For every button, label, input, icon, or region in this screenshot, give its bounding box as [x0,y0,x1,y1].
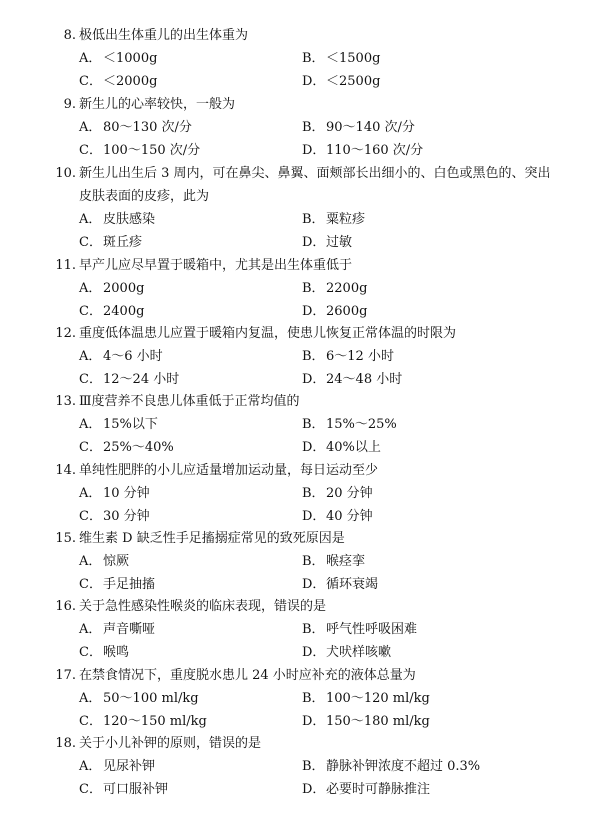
option-letter: A． [79,120,102,135]
option-d [302,70,380,93]
option-c [79,436,174,459]
option-text: 犬吠样咳嗽 [326,645,392,660]
option-d [302,368,402,391]
option-text: 20 分钟 [326,486,373,501]
option-letter: D． [302,372,326,387]
option-a [79,47,157,70]
option-c [79,368,179,391]
option-text: 喉痉挛 [326,554,366,569]
option-letter: A． [79,212,102,227]
option-letter: A． [79,281,102,296]
option-letter: B． [302,349,325,364]
option-text: 100～120 ml/kg [326,691,430,706]
option-text: 4～6 小时 [103,349,163,364]
option-c [79,231,142,254]
option-letter: C． [79,74,102,89]
option-text: 斑丘疹 [103,235,143,250]
question-stem [46,527,586,550]
option-text: 80～130 次/分 [103,120,192,135]
option-letter: B． [302,759,325,774]
question-number: 8. [63,28,76,43]
option-text: 15%以下 [103,417,158,432]
option-text: 可口服补钾 [103,782,169,797]
option-letter: B． [302,691,325,706]
option-c [79,139,200,162]
question-number: 12. [55,326,76,341]
question-stem [46,459,586,482]
option-text: ＜1000g [103,51,158,66]
option-text: ＜1500g [326,51,381,66]
option-letter: B． [302,51,325,66]
option-letter: C． [79,235,102,250]
option-letter: C． [79,509,102,524]
question-number: 17. [55,668,76,683]
option-text: 2400g [103,304,145,319]
option-text: 150～180 ml/kg [326,714,430,729]
option-text: 手足抽搐 [103,577,156,592]
option-text: 24～48 小时 [326,372,403,387]
option-text: 2000g [103,281,145,296]
option-text: ＜2000g [103,74,158,89]
option-letter: D． [302,645,326,660]
option-a [79,413,158,436]
option-d [302,641,391,664]
question-number: 14. [55,463,76,478]
option-b [302,618,417,641]
option-letter: C． [79,304,102,319]
option-text: 过敏 [326,235,353,250]
option-a [79,277,144,300]
option-b [302,413,397,436]
option-c [79,505,150,528]
option-letter: B． [302,120,325,135]
option-text: 40%以上 [326,440,381,455]
option-text: 2200g [326,281,368,296]
option-c [79,70,157,93]
option-letter: C． [79,372,102,387]
question-text: 单纯性肥胖的小儿应适量增加运动量，每日运动至少 [79,463,379,478]
option-text: 30 分钟 [103,509,150,524]
option-text: 10 分钟 [103,486,150,501]
option-text: 循环衰竭 [326,577,379,592]
option-b [302,208,365,231]
option-letter: B． [302,212,325,227]
option-text: 粟粒疹 [326,212,366,227]
option-text: 喉鸣 [103,645,130,660]
option-text: 呼气性呼吸困难 [326,622,418,637]
option-b [302,755,480,778]
option-letter: C． [79,440,102,455]
option-letter: B． [302,622,325,637]
option-c [79,641,129,664]
option-a [79,345,163,368]
option-text: 声音嘶哑 [103,622,156,637]
option-letter: C． [79,143,102,158]
question-text: Ⅲ度营养不良患儿体重低于正常均值的 [79,394,300,409]
option-text: 25%～40% [103,440,174,455]
option-text: 必要时可静脉推注 [326,782,431,797]
option-b [302,47,380,70]
option-letter: C． [79,714,102,729]
option-letter: D． [302,74,326,89]
option-letter: C． [79,645,102,660]
option-text: 见尿补钾 [103,759,156,774]
option-c [79,573,155,596]
option-d [302,300,367,323]
question-stem [46,24,586,47]
option-letter: D． [302,714,326,729]
option-text: ＜2500g [326,74,381,89]
option-letter: D． [302,577,326,592]
option-letter: A． [79,622,102,637]
option-a [79,687,199,710]
option-d [302,231,352,254]
option-letter: D． [302,440,326,455]
option-letter: A． [79,51,102,66]
question-stem [46,664,586,687]
question-text: 关于急性感染性喉炎的临床表现，错误的是 [79,599,327,614]
question-number: 18. [55,736,76,751]
question-number: 11. [55,258,76,273]
option-letter: A． [79,759,102,774]
question-number: 13. [55,394,76,409]
question-text: 关于小儿补钾的原则，错误的是 [79,736,262,751]
option-text: 2600g [326,304,368,319]
option-text: 100～150 次/分 [103,143,201,158]
question-stem [46,390,586,413]
option-b [302,482,373,505]
question-stem [46,162,586,185]
question-number: 10. [55,166,76,181]
question-text: 新生儿出生后 3 周内，可在鼻尖、鼻翼、面颊部长出细小的、白色或黑色的、突出 [79,166,551,181]
option-b [302,345,394,368]
question-number: 9. [63,97,76,112]
option-text: 110～160 次/分 [326,143,424,158]
option-a [79,208,155,231]
option-text: 90～140 次/分 [326,120,415,135]
question-text: 极低出生体重儿的出生体重为 [79,28,249,43]
option-letter: C． [79,782,102,797]
question-text-continued: 皮肤表面的皮疹，此为 [79,189,210,204]
option-d [302,710,430,733]
option-text: 静脉补钾浓度不超过 0.3% [326,759,481,774]
option-text: 惊厥 [103,554,130,569]
option-letter: B． [302,554,325,569]
option-a [79,550,129,573]
option-d [302,778,430,801]
option-b [302,116,415,139]
option-letter: B． [302,417,325,432]
option-b [302,687,430,710]
option-a [79,116,192,139]
question-stem [46,93,586,116]
option-b [302,550,365,573]
option-letter: D． [302,235,326,250]
option-d [302,139,423,162]
question-stem [46,254,586,277]
option-text: 皮肤感染 [103,212,156,227]
option-letter: A． [79,554,102,569]
question-number: 15. [55,531,76,546]
option-letter: A． [79,417,102,432]
option-letter: D． [302,782,326,797]
option-a [79,618,155,641]
option-a [79,482,150,505]
question-text: 维生素 D 缺乏性手足搐搦症常见的致死原因是 [79,531,345,546]
question-text: 新生儿的心率较快，一般为 [79,97,236,112]
option-c [79,778,168,801]
option-letter: A． [79,691,102,706]
question-text: 重度低体温患儿应置于暖箱内复温，使患儿恢复正常体温的时限为 [79,326,457,341]
option-d [302,436,381,459]
option-letter: C． [79,577,102,592]
option-letter: A． [79,349,102,364]
question-text: 早产儿应尽早置于暖箱中，尤其是出生体重低于 [79,258,353,273]
option-text: 50～100 ml/kg [103,691,199,706]
option-letter: B． [302,281,325,296]
option-letter: D． [302,143,326,158]
option-c [79,300,144,323]
option-text: 12～24 小时 [103,372,180,387]
option-letter: D． [302,509,326,524]
option-letter: D． [302,304,326,319]
option-b [302,277,367,300]
option-letter: B． [302,486,325,501]
question-stem [46,595,586,618]
option-letter: A． [79,486,102,501]
option-d [302,505,373,528]
option-c [79,710,207,733]
option-d [302,573,378,596]
option-text: 40 分钟 [326,509,373,524]
question-stem [46,322,586,345]
option-text: 6～12 小时 [326,349,394,364]
option-text: 15%～25% [326,417,397,432]
question-stem [46,732,586,755]
question-text: 在禁食情况下，重度脱水患儿 24 小时应补充的液体总量为 [79,668,416,683]
question-number: 16. [55,599,76,614]
option-a [79,755,155,778]
option-text: 120～150 ml/kg [103,714,207,729]
